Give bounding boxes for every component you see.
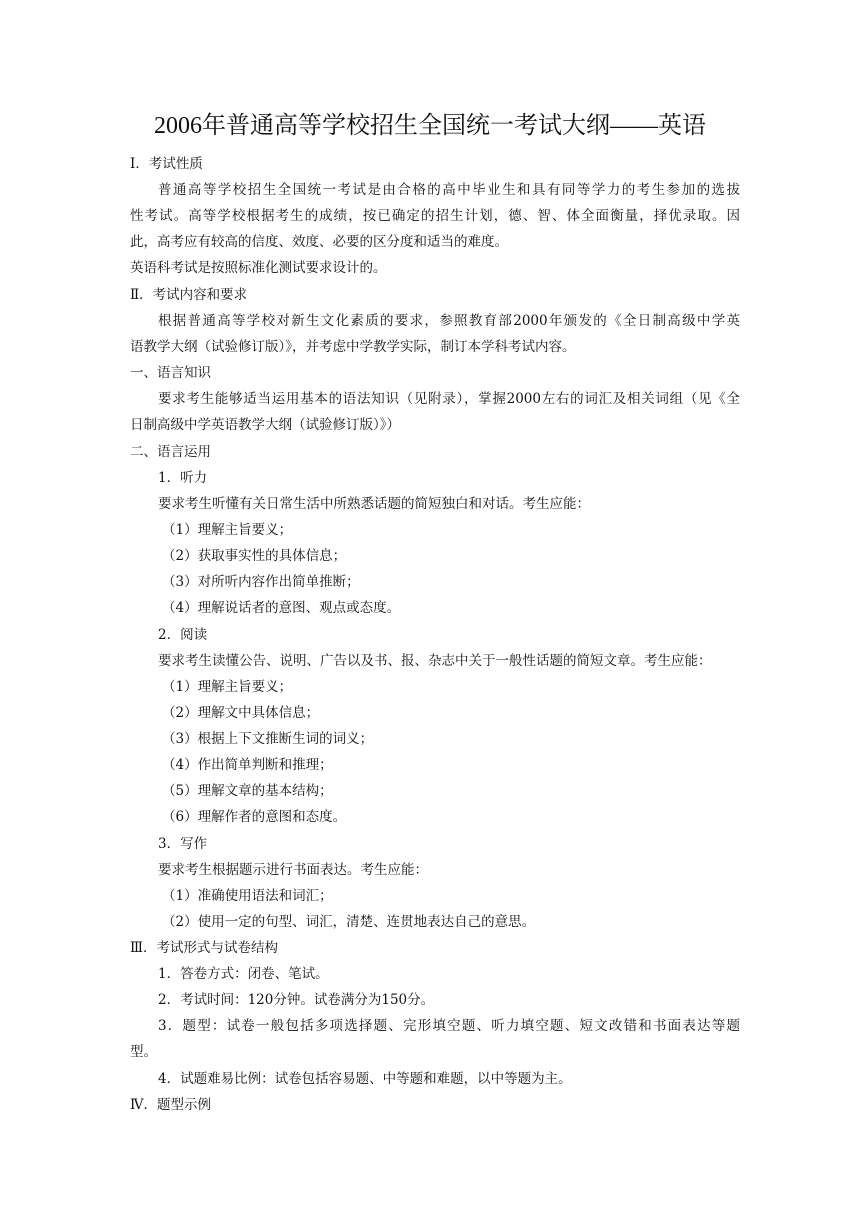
paragraph-line: 根据普通高等学校对新生文化素质的要求，参照教育部2000年颁发的《全日制高级中学英: [158, 313, 740, 329]
list-item: （3）对所听内容作出简单推断；: [162, 574, 360, 590]
item-heading: 2．阅读: [158, 627, 208, 643]
paragraph-line: 要求考生能够适当运用基本的语法知识（见附录），掌握2000左右的词汇及相关词组（见《全: [158, 391, 740, 407]
paragraph-line: 要求考生根据题示进行书面表达。考生应能：: [158, 862, 428, 878]
item-heading: 3．写作: [158, 836, 208, 852]
list-item: （1）理解主旨要义；: [162, 522, 293, 538]
paragraph-line: 普通高等学校招生全国统一考试是由合格的高中毕业生和具有同等学力的考生参加的选拔: [158, 182, 740, 198]
list-item: （5）理解文章的基本结构；: [162, 783, 333, 799]
list-item: 4．试题难易比例：试卷包括容易题、中等题和难题，以中等题为主。: [158, 1071, 572, 1087]
document-title: 2006年普通高等学校招生全国统一考试大纲——英语: [154, 113, 706, 139]
list-item: （4）作出简单判断和推理；: [162, 757, 333, 773]
subsection-heading: 二、语言运用: [130, 444, 211, 460]
paragraph-line: 要求考生读懂公告、说明、广告以及书、报、杂志中关于一般性话题的简短文章。考生应能：: [158, 653, 712, 669]
paragraph-line: 型。: [130, 1044, 157, 1060]
list-item: （3）根据上下文推断生词的词义；: [162, 731, 374, 747]
section-heading-4: Ⅳ．题型示例: [130, 1097, 211, 1113]
list-item: （1）准确使用语法和词汇；: [162, 888, 333, 904]
list-item: 2．考试时间：120分钟。试卷满分为150分。: [158, 992, 435, 1008]
section-heading-2: Ⅱ．考试内容和要求: [130, 287, 248, 303]
section-heading-1: Ⅰ．考试性质: [130, 156, 203, 172]
paragraph-line: 此，高考应有较高的信度、效度、必要的区分度和适当的难度。: [130, 234, 508, 250]
list-item: （2）使用一定的句型、词汇，清楚、连贯地表达自己的意思。: [162, 914, 536, 930]
subsection-heading: 一、语言知识: [130, 365, 211, 381]
list-item: （4）理解说话者的意图、观点或态度。: [162, 600, 401, 616]
paragraph-line: 语教学大纲（试验修订版）》，并考虑中学教学实际，制订本学科考试内容。: [130, 339, 576, 355]
list-item: （1）理解主旨要义；: [162, 679, 293, 695]
list-item: （2）获取事实性的具体信息；: [162, 548, 347, 564]
list-item: 3．题型：试卷一般包括多项选择题、完形填空题、听力填空题、短文改错和书面表达等题: [158, 1018, 740, 1034]
list-item: 1．答卷方式：闭卷、笔试。: [158, 966, 329, 982]
list-item: （2）理解文中具体信息；: [162, 705, 320, 721]
item-heading: 1．听力: [158, 470, 208, 486]
paragraph-line: 日制高级中学英语教学大纲（试验修订版）》）: [130, 417, 400, 433]
list-item: （6）理解作者的意图和态度。: [162, 809, 347, 825]
section-heading-3: Ⅲ．考试形式与试卷结构: [130, 940, 279, 956]
paragraph-line: 英语科考试是按照标准化测试要求设计的。: [130, 260, 387, 276]
paragraph-line: 性考试。高等学校根据考生的成绩，按已确定的招生计划，德、智、体全面衡量，择优录取。因: [130, 208, 740, 224]
paragraph-line: 要求考生听懂有关日常生活中所熟悉话题的简短独白和对话。考生应能：: [158, 496, 590, 512]
